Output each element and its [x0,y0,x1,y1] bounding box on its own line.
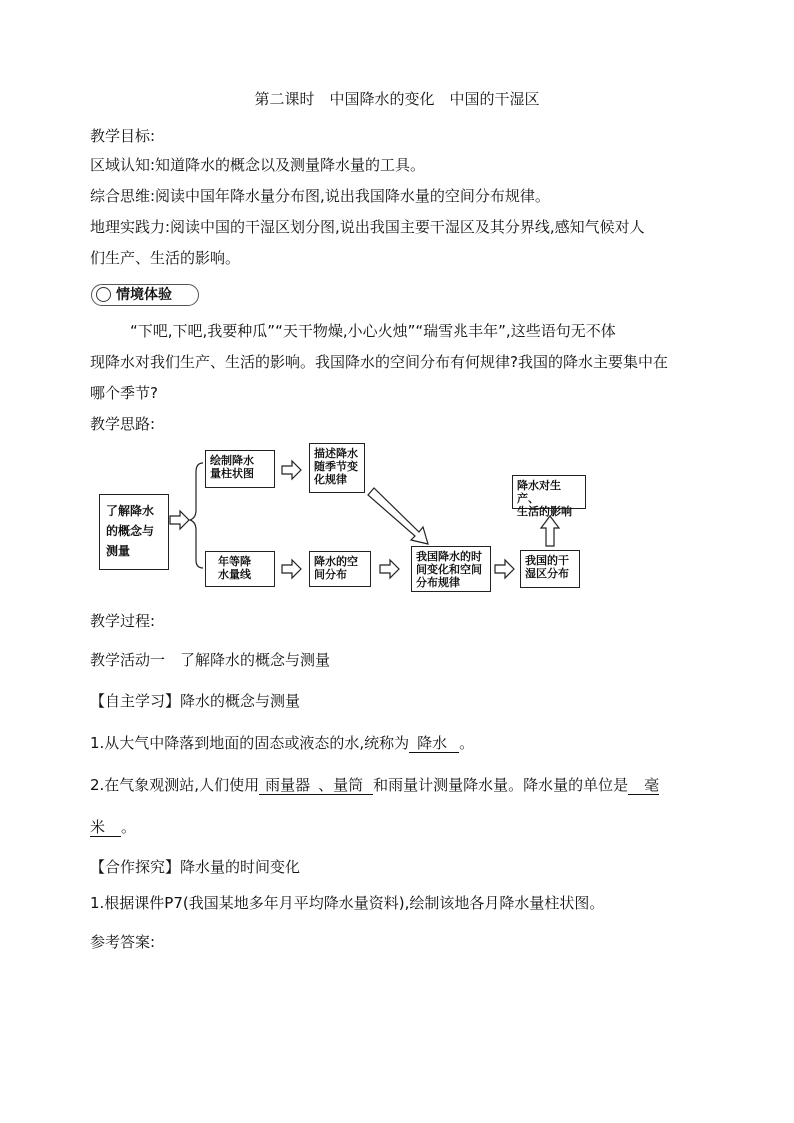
question-2-cont [90,817,136,837]
flow-pattern-line3: 分布规律 [416,576,460,589]
answer-blank-precipitation: 降水 [409,734,459,753]
question-2-mid: 和雨量计测量降水量。降水量的单位是 [373,776,629,794]
page-title: 第二课时 中国降水的变化 中国的干湿区 [254,90,540,108]
flow-pattern-line1: 我国降水的时 [416,550,482,563]
flow-drywet-line2: 湿区分布 [525,567,569,580]
objective-regional: 区域认知:知道降水的概念以及测量降水量的工具。 [90,156,426,174]
arrow-draw-seasonal [282,461,301,479]
answer-blank-unit-part1: 毫 [628,776,659,795]
flow-impact-box [512,475,586,518]
arrow-spatial-pattern [380,560,399,578]
scenario-badge-label: 情境体验 [116,287,172,303]
objective-practice: 地理实践力:阅读中国的干湿区划分图,说出我国主要干湿区及其分界线,感知气候对人 [90,218,645,236]
flow-start-box [99,494,169,570]
flow-isoline-line1: 年等降 [218,555,251,568]
flow-draw-line1: 绘制降水 [210,454,254,467]
question-1 [90,733,474,753]
question-2 [90,775,659,795]
objective-practice-cont: 们生产、生活的影响。 [90,249,241,267]
question-1-end: 。 [459,734,475,752]
flow-seasonal-line3: 化规律 [314,473,347,486]
activity-one-heading: 教学活动一 了解降水的概念与测量 [90,651,331,669]
arrow-seasonal-pattern [368,488,428,544]
flow-start-line2: 的概念与 [106,524,155,538]
question-1-text: 1.从大气中降落到地面的固态或液态的水,统称为 [90,734,410,752]
arrow-pattern-drywet [495,560,514,578]
flow-seasonal-line1: 描述降水 [314,447,358,460]
flow-spatial-line1: 降水的空 [314,555,358,568]
question-2-text: 2.在气象观测站,人们使用 [90,776,260,794]
flow-drywet-box [520,550,580,588]
answer-blank-unit-part2: 米 [90,818,121,837]
reference-answer-label: 参考答案: [90,933,156,951]
arrow-start-brace [170,511,189,529]
flow-draw-line2: 量柱状图 [210,467,254,480]
flow-seasonal-line2: 随季节变 [314,460,358,473]
flow-spatial-line2: 间分布 [314,568,347,581]
answer-blank-cylinder: 量筒 [333,776,373,795]
process-heading: 教学过程: [90,612,156,630]
flow-isoline-box [205,551,275,587]
coop-heading: 【合作探究】降水量的时间变化 [90,858,301,876]
arrow-drywet-impact [541,516,559,546]
flow-isoline-line2: 水量线 [218,568,251,581]
flow-pattern-line2: 间变化和空间 [416,563,482,576]
answer-blank-sep: 、 [318,776,334,794]
scenario-paragraph-line3: 哪个季节? [90,384,158,402]
thinking-heading: 教学思路: [90,415,156,433]
flow-spatial-box [309,551,371,587]
flow-start-line3: 测量 [106,544,131,558]
coop-question-1: 1.根据课件P7(我国某地多年月平均降水量资料),绘制该地各月降水量柱状图。 [90,894,605,912]
flow-impact-line1: 降水对生产、 [517,479,561,505]
scenario-paragraph-line2: 现降水对我们生产、生活的影响。我国降水的空间分布有何规律?我国的降水主要集中在 [90,353,668,371]
arrow-isoline-spatial [282,560,301,578]
objective-thinking: 综合思维:阅读中国年降水量分布图,说出我国降水量的空间分布规律。 [90,187,550,205]
self-study-heading: 【自主学习】降水的概念与测量 [90,692,301,710]
flow-draw-box [205,450,275,488]
question-2-end: 。 [121,818,137,836]
flow-impact-line2: 生活的影响 [517,505,572,518]
flow-drywet-line1: 我国的干 [525,554,569,567]
flow-seasonal-box [309,443,365,493]
objectives-heading: 教学目标: [90,127,156,145]
scenario-paragraph-line1: “下吧,下吧,我要种瓜”“天干物燥,小心火烛”“瑞雪兆丰年”,这些语句无不体 [130,322,616,340]
flow-pattern-box [411,546,491,592]
answer-blank-rain-gauge: 雨量器 [259,776,318,795]
flow-start-line1: 了解降水 [106,504,155,518]
